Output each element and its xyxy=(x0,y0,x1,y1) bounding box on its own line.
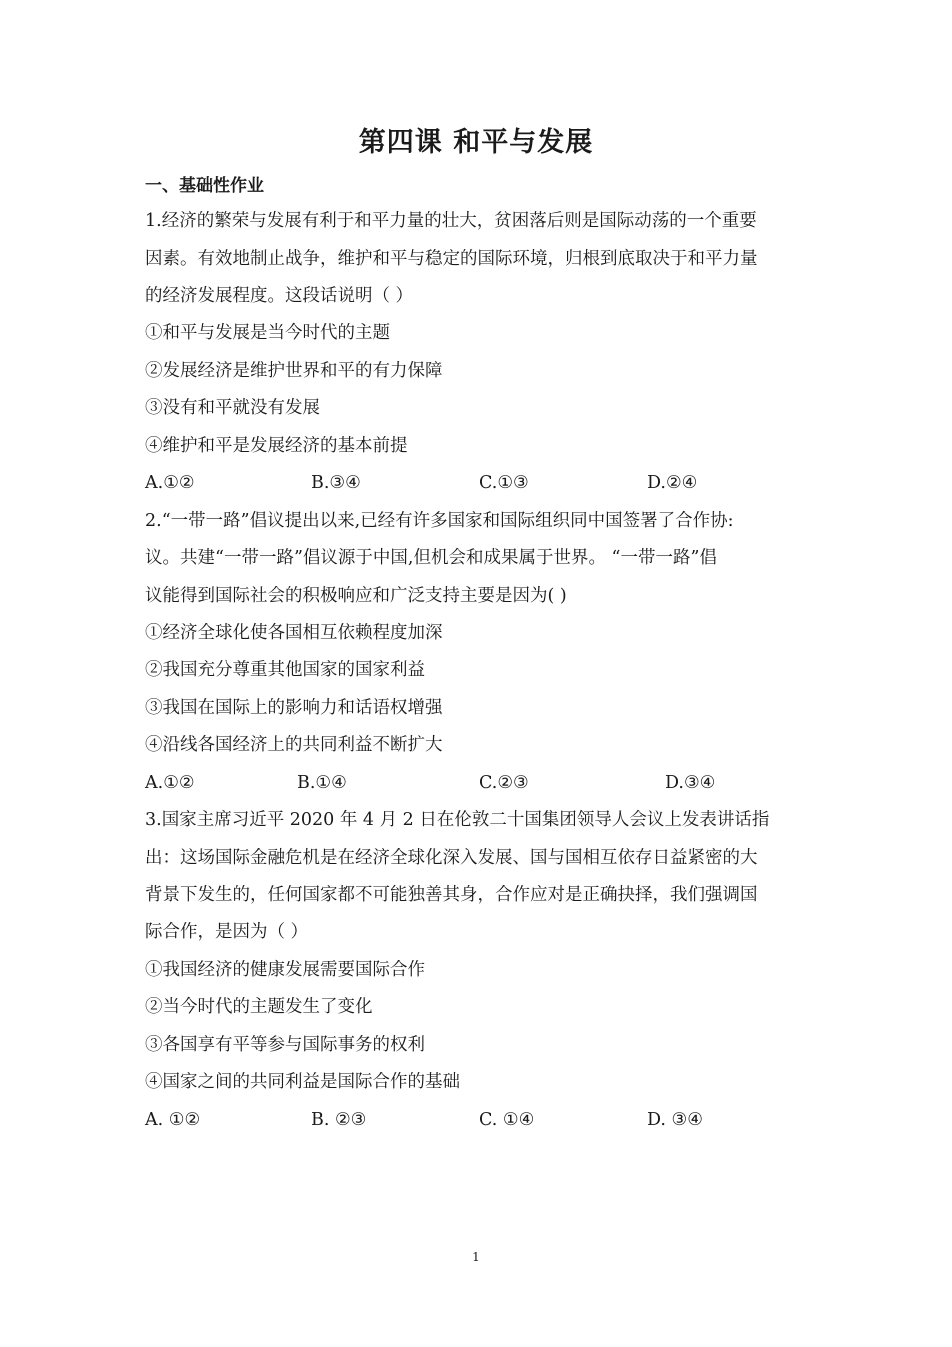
question-2-statement: ③我国在国际上的影响力和话语权增强 xyxy=(145,698,443,718)
option-c[interactable]: C. ①④ xyxy=(479,1110,535,1130)
question-3-statement: ③各国享有平等参与国际事务的权利 xyxy=(145,1035,425,1055)
question-2-stem-line: 议能得到国际社会的积极响应和广泛支持主要是因为( ) xyxy=(145,586,567,606)
question-3-statement: ①我国经济的健康发展需要国际合作 xyxy=(145,960,425,980)
question-3-statement: ④国家之间的共同利益是国际合作的基础 xyxy=(145,1072,460,1092)
question-2-statement: ④沿线各国经济上的共同利益不断扩大 xyxy=(145,735,443,755)
question-1-stem-line: 因素。有效地制止战争，维护和平与稳定的国际环境，归根到底取决于和平力量 xyxy=(145,249,758,269)
question-2-statement: ①经济全球化使各国相互依赖程度加深 xyxy=(145,623,443,643)
question-1-statement: ③没有和平就没有发展 xyxy=(145,398,320,418)
option-b[interactable]: B.①④ xyxy=(297,773,347,793)
option-c[interactable]: C.②③ xyxy=(479,773,529,793)
option-d[interactable]: D.③④ xyxy=(665,773,716,793)
question-1-stem-line: 1.经济的繁荣与发展有利于和平力量的壮大，贫困落后则是国际动荡的一个重要 xyxy=(145,211,757,231)
option-a[interactable]: A.①② xyxy=(145,773,195,793)
option-d[interactable]: D. ③④ xyxy=(647,1110,703,1130)
page-title: 第四课 和平与发展 xyxy=(358,127,594,158)
option-b[interactable]: B.③④ xyxy=(311,473,361,493)
option-a[interactable]: A.①② xyxy=(145,473,195,493)
question-2-statement: ②我国充分尊重其他国家的国家利益 xyxy=(145,660,425,680)
question-3-stem-line: 出：这场国际金融危机是在经济全球化深入发展、国与国相互依存日益紧密的大 xyxy=(145,848,758,868)
option-c[interactable]: C.①③ xyxy=(479,473,529,493)
question-3-stem-line: 3.国家主席习近平 2020 年 4 月 2 日在伦敦二十国集团领导人会议上发表讲话指 xyxy=(145,810,770,830)
question-3-stem-line: 际合作，是因为（ ） xyxy=(145,922,309,942)
option-b[interactable]: B. ②③ xyxy=(311,1110,367,1130)
question-3-stem-line: 背景下发生的，任何国家都不可能独善其身，合作应对是正确抉择，我们强调国 xyxy=(145,885,758,905)
option-d[interactable]: D.②④ xyxy=(647,473,698,493)
section-heading: 一、基础性作业 xyxy=(145,176,264,196)
question-3-statement: ②当今时代的主题发生了变化 xyxy=(145,997,373,1017)
option-a[interactable]: A. ①② xyxy=(145,1110,201,1130)
page-number: 1 xyxy=(472,1250,480,1264)
question-2-stem-line: 议。共建“一带一路”倡议源于中国,但机会和成果属于世界。 “一带一路”倡 xyxy=(145,548,717,568)
question-1-statement: ④维护和平是发展经济的基本前提 xyxy=(145,436,408,456)
question-2-stem-line: 2.“一带一路”倡议提出以来,已经有许多国家和国际组织同中国签署了合作协: xyxy=(145,511,734,531)
question-1-statement: ②发展经济是维护世界和平的有力保障 xyxy=(145,361,443,381)
question-1-stem-line: 的经济发展程度。这段话说明（ ） xyxy=(145,286,414,306)
question-1-statement: ①和平与发展是当今时代的主题 xyxy=(145,323,390,343)
